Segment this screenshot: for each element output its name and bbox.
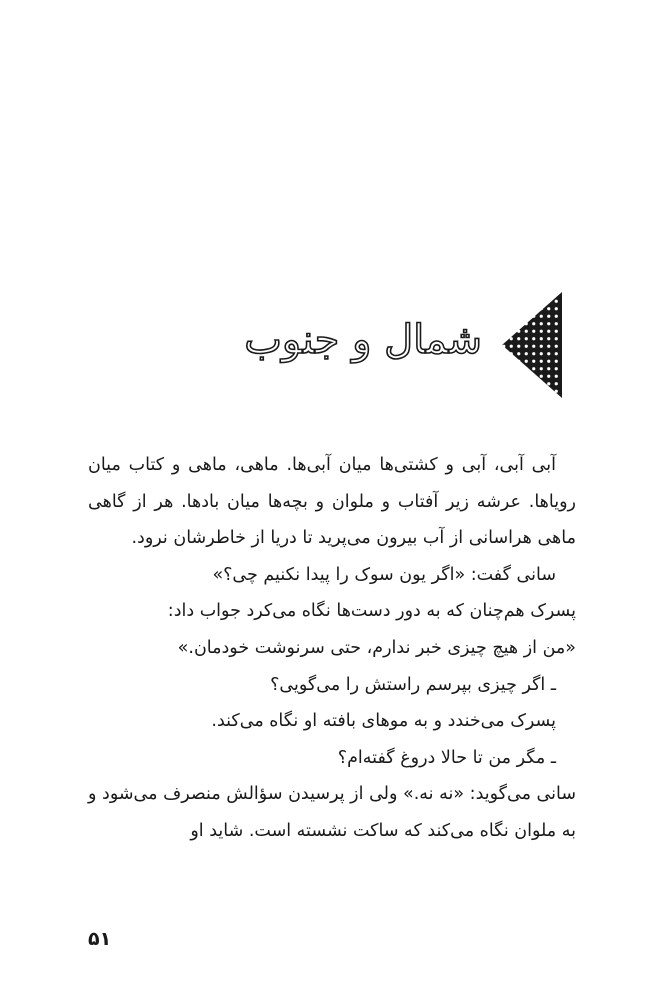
chapter-body xyxy=(88,447,576,850)
page-number: ۵۱ xyxy=(88,928,112,950)
paragraph-dialogue-truth: ـ اگر چیزی بپرسم راستش را می‌گویی؟ xyxy=(270,674,556,695)
paragraph-boy-laughs: پسرک می‌خندد و به موهای بافته او نگاه می‌کند. xyxy=(211,711,556,732)
paragraph-sani-says: سانی می‌گوید: «نه نه.» ولی از پرسیدن سؤالش منصرف می‌شود و به ملوان نگاه می‌کند که ساکت نشسته است. شاید او xyxy=(88,784,576,841)
chapter-title: شمال و جنوب xyxy=(244,317,482,363)
paragraph-boy-answer: «من از هیچ چیزی خبر ندارم، حتی سرنوشت خودمان.» xyxy=(177,637,576,658)
paragraph-boy-answer-intro: پسرک هم‌چنان که به دور دست‌ها نگاه می‌کرد جواب داد: xyxy=(167,601,576,622)
chapter-header xyxy=(0,290,667,410)
paragraph-opening: آبی آبی، آبی و کشتی‌ها میان آبی‌ها. ماهی، ماهی و کتاب میان رویاها. عرشه زیر آفتاب و ملوان و بچه‌ها میان بادها. هر از گاهی ماهی هراسانی از آب بیرون می‌پرید تا دریا از خاطرشان نرود. xyxy=(88,455,576,549)
dotted-triangle-icon xyxy=(500,290,566,400)
paragraph-sani-question: سانی گفت: «اگر یون سوک را پیدا نکنیم چی؟» xyxy=(212,564,556,585)
paragraph-dialogue-lie: ـ مگر من تا حالا دروغ گفته‌ام؟ xyxy=(337,747,556,768)
